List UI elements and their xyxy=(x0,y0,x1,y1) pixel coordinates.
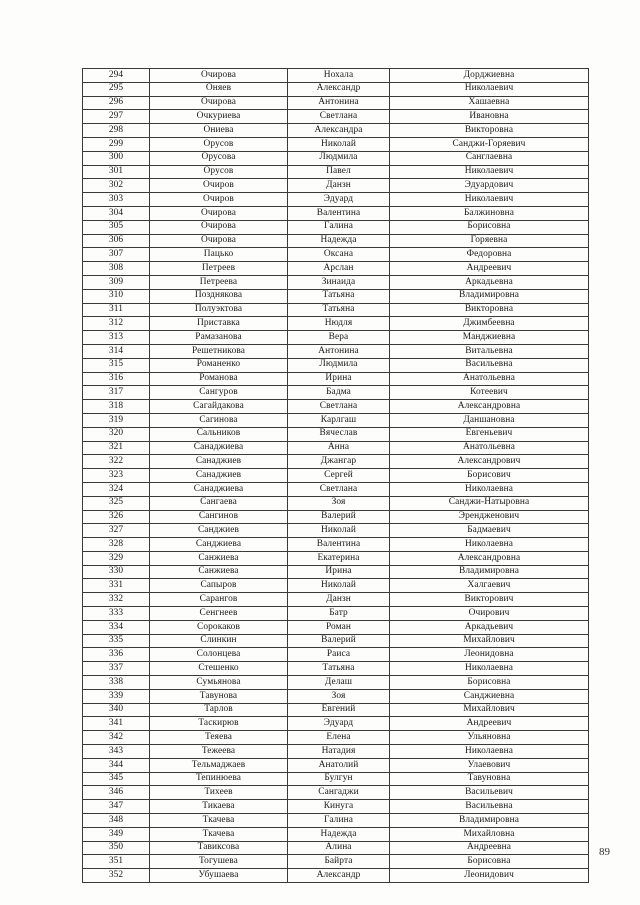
table-row xyxy=(83,206,589,220)
table-row xyxy=(83,137,589,151)
table-row xyxy=(83,179,589,193)
first-name-cell: Эдуард xyxy=(288,717,390,731)
surname-cell: Сенгнеев xyxy=(150,607,288,621)
patronymic-cell: Николаевна xyxy=(390,745,589,759)
patronymic-cell: Санглаевна xyxy=(390,151,589,165)
table-row xyxy=(83,482,589,496)
patronymic-cell: Андреевич xyxy=(390,717,589,731)
table-row xyxy=(83,524,589,538)
row-number-cell: 298 xyxy=(83,124,150,138)
row-number-cell: 317 xyxy=(83,386,150,400)
table-row xyxy=(83,455,589,469)
row-number-cell: 340 xyxy=(83,703,150,717)
table-row xyxy=(83,220,589,234)
row-number-cell: 324 xyxy=(83,482,150,496)
patronymic-cell: Александровна xyxy=(390,400,589,414)
patronymic-cell: Леонидович xyxy=(390,869,589,883)
table-row xyxy=(83,372,589,386)
first-name-cell: Карлгаш xyxy=(288,413,390,427)
patronymic-cell: Федоровна xyxy=(390,248,589,262)
first-name-cell: Николай xyxy=(288,524,390,538)
first-name-cell: Павел xyxy=(288,165,390,179)
surname-cell: Тежеева xyxy=(150,745,288,759)
table-row xyxy=(83,827,589,841)
table-row xyxy=(83,510,589,524)
row-number-cell: 331 xyxy=(83,579,150,593)
row-number-cell: 334 xyxy=(83,620,150,634)
surname-cell: Сангаева xyxy=(150,496,288,510)
table-row xyxy=(83,551,589,565)
row-number-cell: 319 xyxy=(83,413,150,427)
row-number-cell: 328 xyxy=(83,538,150,552)
patronymic-cell: Владимировна xyxy=(390,289,589,303)
patronymic-cell: Бадмаевич xyxy=(390,524,589,538)
first-name-cell: Натадия xyxy=(288,745,390,759)
first-name-cell: Зоя xyxy=(288,496,390,510)
surname-cell: Санаджиев xyxy=(150,469,288,483)
roster-table xyxy=(82,68,589,883)
roster-table-body xyxy=(83,69,589,883)
patronymic-cell: Очирович xyxy=(390,607,589,621)
row-number-cell: 329 xyxy=(83,551,150,565)
table-row xyxy=(83,772,589,786)
first-name-cell: Галина xyxy=(288,220,390,234)
table-row xyxy=(83,648,589,662)
first-name-cell: Раиса xyxy=(288,648,390,662)
row-number-cell: 294 xyxy=(83,69,150,83)
surname-cell: Очирова xyxy=(150,220,288,234)
first-name-cell: Николай xyxy=(288,579,390,593)
table-row xyxy=(83,662,589,676)
row-number-cell: 327 xyxy=(83,524,150,538)
patronymic-cell: Санджи-Натыровна xyxy=(390,496,589,510)
patronymic-cell: Николаевна xyxy=(390,482,589,496)
patronymic-cell: Владимировна xyxy=(390,814,589,828)
patronymic-cell: Михайлович xyxy=(390,703,589,717)
table-row xyxy=(83,469,589,483)
row-number-cell: 313 xyxy=(83,331,150,345)
patronymic-cell: Ивановна xyxy=(390,110,589,124)
first-name-cell: Анна xyxy=(288,441,390,455)
patronymic-cell: Борисович xyxy=(390,469,589,483)
first-name-cell: Александр xyxy=(288,869,390,883)
table-row xyxy=(83,317,589,331)
first-name-cell: Николай xyxy=(288,137,390,151)
surname-cell: Сангуров xyxy=(150,386,288,400)
row-number-cell: 347 xyxy=(83,800,150,814)
row-number-cell: 295 xyxy=(83,82,150,96)
surname-cell: Орусов xyxy=(150,165,288,179)
row-number-cell: 326 xyxy=(83,510,150,524)
surname-cell: Таскирюв xyxy=(150,717,288,731)
row-number-cell: 300 xyxy=(83,151,150,165)
patronymic-cell: Васильевна xyxy=(390,358,589,372)
surname-cell: Тепинюева xyxy=(150,772,288,786)
page-number: 89 xyxy=(599,846,610,858)
row-number-cell: 336 xyxy=(83,648,150,662)
first-name-cell: Вячеслав xyxy=(288,427,390,441)
first-name-cell: Галина xyxy=(288,814,390,828)
table-row xyxy=(83,413,589,427)
surname-cell: Слинкин xyxy=(150,634,288,648)
first-name-cell: Роман xyxy=(288,620,390,634)
surname-cell: Сангинов xyxy=(150,510,288,524)
first-name-cell: Зоя xyxy=(288,689,390,703)
row-number-cell: 305 xyxy=(83,220,150,234)
patronymic-cell: Анатольевна xyxy=(390,372,589,386)
table-row xyxy=(83,344,589,358)
first-name-cell: Светлана xyxy=(288,482,390,496)
patronymic-cell: Андреевна xyxy=(390,841,589,855)
first-name-cell: Валентина xyxy=(288,206,390,220)
table-row xyxy=(83,800,589,814)
row-number-cell: 345 xyxy=(83,772,150,786)
row-number-cell: 318 xyxy=(83,400,150,414)
surname-cell: Санджиев xyxy=(150,524,288,538)
patronymic-cell: Аркадьевна xyxy=(390,275,589,289)
surname-cell: Решетникова xyxy=(150,344,288,358)
table-row xyxy=(83,124,589,138)
table-row xyxy=(83,441,589,455)
first-name-cell: Анатолий xyxy=(288,758,390,772)
first-name-cell: Валентина xyxy=(288,538,390,552)
first-name-cell: Эдуард xyxy=(288,193,390,207)
patronymic-cell: Тавуновна xyxy=(390,772,589,786)
first-name-cell: Нохала xyxy=(288,69,390,83)
first-name-cell: Светлана xyxy=(288,110,390,124)
surname-cell: Санжиева xyxy=(150,551,288,565)
row-number-cell: 333 xyxy=(83,607,150,621)
first-name-cell: Людмила xyxy=(288,358,390,372)
row-number-cell: 315 xyxy=(83,358,150,372)
surname-cell: Позднякова xyxy=(150,289,288,303)
patronymic-cell: Викторовна xyxy=(390,124,589,138)
first-name-cell: Антонина xyxy=(288,344,390,358)
row-number-cell: 307 xyxy=(83,248,150,262)
surname-cell: Санджиева xyxy=(150,538,288,552)
first-name-cell: Екатерина xyxy=(288,551,390,565)
patronymic-cell: Ульяновна xyxy=(390,731,589,745)
table-row xyxy=(83,593,589,607)
surname-cell: Очкуриева xyxy=(150,110,288,124)
table-row xyxy=(83,248,589,262)
table-row xyxy=(83,745,589,759)
row-number-cell: 344 xyxy=(83,758,150,772)
surname-cell: Сальников xyxy=(150,427,288,441)
patronymic-cell: Николаевич xyxy=(390,82,589,96)
row-number-cell: 321 xyxy=(83,441,150,455)
first-name-cell: Татьяна xyxy=(288,303,390,317)
surname-cell: Тикаева xyxy=(150,800,288,814)
row-number-cell: 322 xyxy=(83,455,150,469)
patronymic-cell: Борисовна xyxy=(390,855,589,869)
patronymic-cell: Халгаевич xyxy=(390,579,589,593)
table-row xyxy=(83,165,589,179)
surname-cell: Ткачева xyxy=(150,827,288,841)
row-number-cell: 309 xyxy=(83,275,150,289)
row-number-cell: 297 xyxy=(83,110,150,124)
table-row xyxy=(83,703,589,717)
first-name-cell: Валерий xyxy=(288,510,390,524)
table-row xyxy=(83,358,589,372)
patronymic-cell: Викторович xyxy=(390,593,589,607)
table-row xyxy=(83,289,589,303)
row-number-cell: 346 xyxy=(83,786,150,800)
surname-cell: Сорокаков xyxy=(150,620,288,634)
first-name-cell: Светлана xyxy=(288,400,390,414)
surname-cell: Очирова xyxy=(150,69,288,83)
surname-cell: Солонцева xyxy=(150,648,288,662)
table-row xyxy=(83,689,589,703)
first-name-cell: Джангар xyxy=(288,455,390,469)
first-name-cell: Нюдля xyxy=(288,317,390,331)
row-number-cell: 325 xyxy=(83,496,150,510)
table-row xyxy=(83,110,589,124)
first-name-cell: Надежда xyxy=(288,234,390,248)
surname-cell: Ткачева xyxy=(150,814,288,828)
patronymic-cell: Даншановна xyxy=(390,413,589,427)
first-name-cell: Валерий xyxy=(288,634,390,648)
first-name-cell: Евгений xyxy=(288,703,390,717)
patronymic-cell: Викторовна xyxy=(390,303,589,317)
table-row xyxy=(83,579,589,593)
row-number-cell: 342 xyxy=(83,731,150,745)
patronymic-cell: Борисовна xyxy=(390,220,589,234)
surname-cell: Санаджиев xyxy=(150,455,288,469)
table-row xyxy=(83,758,589,772)
surname-cell: Очиров xyxy=(150,193,288,207)
surname-cell: Убушаева xyxy=(150,869,288,883)
surname-cell: Романова xyxy=(150,372,288,386)
table-row xyxy=(83,538,589,552)
table-row xyxy=(83,427,589,441)
row-number-cell: 316 xyxy=(83,372,150,386)
surname-cell: Очиров xyxy=(150,179,288,193)
surname-cell: Ониева xyxy=(150,124,288,138)
table-row xyxy=(83,331,589,345)
table-row xyxy=(83,234,589,248)
row-number-cell: 349 xyxy=(83,827,150,841)
row-number-cell: 304 xyxy=(83,206,150,220)
table-row xyxy=(83,814,589,828)
table-row xyxy=(83,69,589,83)
table-row xyxy=(83,496,589,510)
first-name-cell: Сангаджи xyxy=(288,786,390,800)
row-number-cell: 341 xyxy=(83,717,150,731)
patronymic-cell: Балжиновна xyxy=(390,206,589,220)
table-row xyxy=(83,565,589,579)
surname-cell: Приставка xyxy=(150,317,288,331)
patronymic-cell: Николаевич xyxy=(390,193,589,207)
first-name-cell: Батр xyxy=(288,607,390,621)
patronymic-cell: Эдуардович xyxy=(390,179,589,193)
row-number-cell: 314 xyxy=(83,344,150,358)
surname-cell: Стешенко xyxy=(150,662,288,676)
row-number-cell: 296 xyxy=(83,96,150,110)
first-name-cell: Арслан xyxy=(288,262,390,276)
table-row xyxy=(83,193,589,207)
row-number-cell: 306 xyxy=(83,234,150,248)
surname-cell: Очирова xyxy=(150,234,288,248)
table-row xyxy=(83,731,589,745)
first-name-cell: Бадма xyxy=(288,386,390,400)
surname-cell: Петреева xyxy=(150,275,288,289)
patronymic-cell: Витальевна xyxy=(390,344,589,358)
row-number-cell: 330 xyxy=(83,565,150,579)
patronymic-cell: Улаевович xyxy=(390,758,589,772)
table-row xyxy=(83,607,589,621)
first-name-cell: Елена xyxy=(288,731,390,745)
patronymic-cell: Александровна xyxy=(390,551,589,565)
table-row xyxy=(83,717,589,731)
first-name-cell: Алина xyxy=(288,841,390,855)
surname-cell: Полуэктова xyxy=(150,303,288,317)
patronymic-cell: Владимировна xyxy=(390,565,589,579)
first-name-cell: Данзн xyxy=(288,593,390,607)
surname-cell: Пацько xyxy=(150,248,288,262)
table-row xyxy=(83,82,589,96)
patronymic-cell: Андреевич xyxy=(390,262,589,276)
table-row xyxy=(83,303,589,317)
row-number-cell: 352 xyxy=(83,869,150,883)
surname-cell: Теяева xyxy=(150,731,288,745)
patronymic-cell: Михайлович xyxy=(390,634,589,648)
first-name-cell: Татьяна xyxy=(288,662,390,676)
table-row xyxy=(83,786,589,800)
first-name-cell: Надежда xyxy=(288,827,390,841)
first-name-cell: Александр xyxy=(288,82,390,96)
surname-cell: Романенко xyxy=(150,358,288,372)
surname-cell: Орусов xyxy=(150,137,288,151)
patronymic-cell: Анатольевна xyxy=(390,441,589,455)
first-name-cell: Зинаида xyxy=(288,275,390,289)
row-number-cell: 350 xyxy=(83,841,150,855)
surname-cell: Тогушева xyxy=(150,855,288,869)
table-row xyxy=(83,620,589,634)
surname-cell: Санаджиева xyxy=(150,441,288,455)
patronymic-cell: Леонидовна xyxy=(390,648,589,662)
patronymic-cell: Васильевич xyxy=(390,786,589,800)
surname-cell: Сумьянова xyxy=(150,676,288,690)
row-number-cell: 310 xyxy=(83,289,150,303)
row-number-cell: 337 xyxy=(83,662,150,676)
first-name-cell: Ирина xyxy=(288,565,390,579)
surname-cell: Очирова xyxy=(150,96,288,110)
patronymic-cell: Николаевич xyxy=(390,165,589,179)
row-number-cell: 299 xyxy=(83,137,150,151)
patronymic-cell: Манджиевна xyxy=(390,331,589,345)
patronymic-cell: Александрович xyxy=(390,455,589,469)
table-row xyxy=(83,151,589,165)
surname-cell: Сапыров xyxy=(150,579,288,593)
first-name-cell: Байрта xyxy=(288,855,390,869)
row-number-cell: 335 xyxy=(83,634,150,648)
surname-cell: Тавиксова xyxy=(150,841,288,855)
first-name-cell: Вера xyxy=(288,331,390,345)
first-name-cell: Делаш xyxy=(288,676,390,690)
surname-cell: Сагайдакова xyxy=(150,400,288,414)
first-name-cell: Кинуга xyxy=(288,800,390,814)
surname-cell: Тихеев xyxy=(150,786,288,800)
first-name-cell: Ирина xyxy=(288,372,390,386)
table-row xyxy=(83,262,589,276)
surname-cell: Тарлов xyxy=(150,703,288,717)
surname-cell: Тавунова xyxy=(150,689,288,703)
first-name-cell: Сергей xyxy=(288,469,390,483)
row-number-cell: 351 xyxy=(83,855,150,869)
row-number-cell: 308 xyxy=(83,262,150,276)
table-row xyxy=(83,841,589,855)
patronymic-cell: Дорджиевна xyxy=(390,69,589,83)
first-name-cell: Данзн xyxy=(288,179,390,193)
row-number-cell: 301 xyxy=(83,165,150,179)
first-name-cell: Булгун xyxy=(288,772,390,786)
patronymic-cell: Николаевна xyxy=(390,538,589,552)
surname-cell: Сарангов xyxy=(150,593,288,607)
row-number-cell: 343 xyxy=(83,745,150,759)
row-number-cell: 312 xyxy=(83,317,150,331)
patronymic-cell: Васильевна xyxy=(390,800,589,814)
table-row xyxy=(83,400,589,414)
row-number-cell: 348 xyxy=(83,814,150,828)
patronymic-cell: Евгеньевич xyxy=(390,427,589,441)
table-row xyxy=(83,386,589,400)
table-row xyxy=(83,634,589,648)
surname-cell: Оняев xyxy=(150,82,288,96)
row-number-cell: 303 xyxy=(83,193,150,207)
patronymic-cell: Борисовна xyxy=(390,676,589,690)
surname-cell: Петреев xyxy=(150,262,288,276)
patronymic-cell: Хашаевна xyxy=(390,96,589,110)
row-number-cell: 311 xyxy=(83,303,150,317)
first-name-cell: Татьяна xyxy=(288,289,390,303)
first-name-cell: Александра xyxy=(288,124,390,138)
patronymic-cell: Горяевна xyxy=(390,234,589,248)
row-number-cell: 339 xyxy=(83,689,150,703)
table-row xyxy=(83,869,589,883)
row-number-cell: 323 xyxy=(83,469,150,483)
patronymic-cell: Михайловна xyxy=(390,827,589,841)
first-name-cell: Людмила xyxy=(288,151,390,165)
surname-cell: Санжиева xyxy=(150,565,288,579)
first-name-cell: Антонина xyxy=(288,96,390,110)
surname-cell: Тельмаджаев xyxy=(150,758,288,772)
table-row xyxy=(83,855,589,869)
patronymic-cell: Эрендженович xyxy=(390,510,589,524)
patronymic-cell: Санджи-Горяевич xyxy=(390,137,589,151)
patronymic-cell: Джимбеевна xyxy=(390,317,589,331)
row-number-cell: 320 xyxy=(83,427,150,441)
patronymic-cell: Николаевна xyxy=(390,662,589,676)
surname-cell: Очирова xyxy=(150,206,288,220)
surname-cell: Рамазанова xyxy=(150,331,288,345)
row-number-cell: 338 xyxy=(83,676,150,690)
table-row xyxy=(83,676,589,690)
patronymic-cell: Санджиевна xyxy=(390,689,589,703)
surname-cell: Сагинова xyxy=(150,413,288,427)
surname-cell: Санаджиева xyxy=(150,482,288,496)
first-name-cell: Оксана xyxy=(288,248,390,262)
patronymic-cell: Котеевич xyxy=(390,386,589,400)
table-row xyxy=(83,96,589,110)
row-number-cell: 302 xyxy=(83,179,150,193)
surname-cell: Орусова xyxy=(150,151,288,165)
patronymic-cell: Аркадьевич xyxy=(390,620,589,634)
row-number-cell: 332 xyxy=(83,593,150,607)
table-row xyxy=(83,275,589,289)
